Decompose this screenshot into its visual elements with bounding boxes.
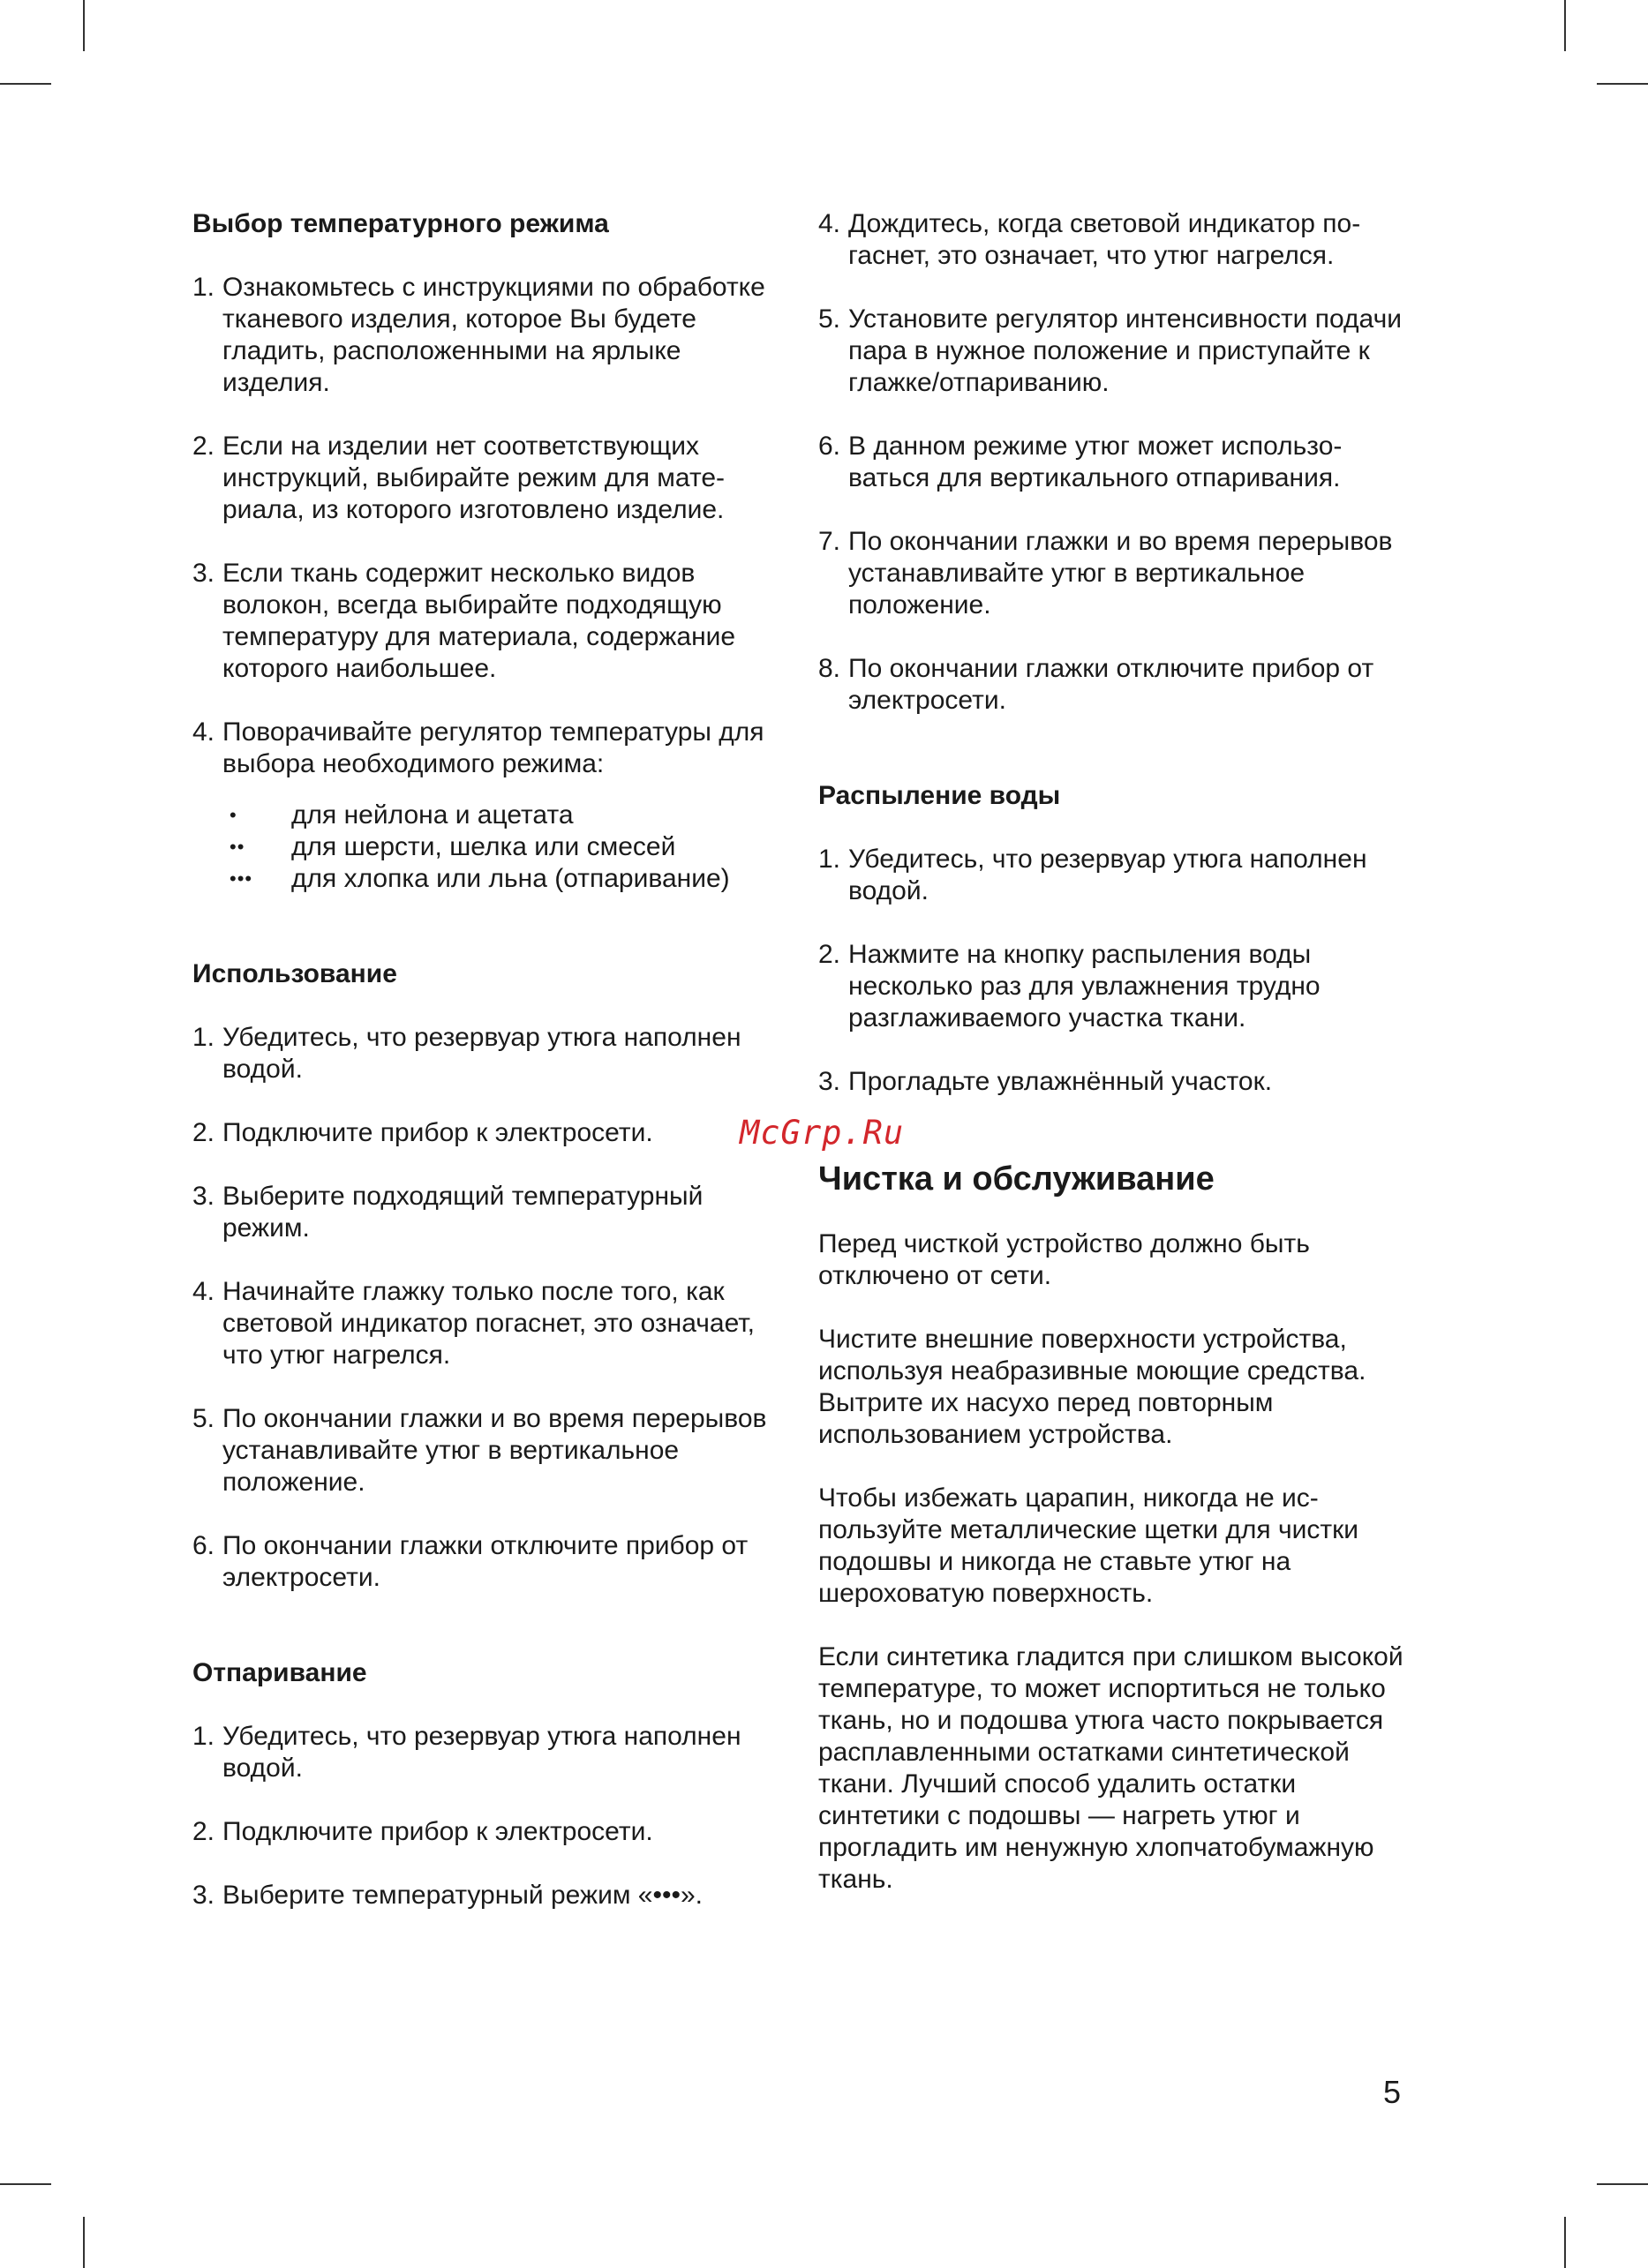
step-text: Убедитесь, что резервуар утюга наполнен водой. [222, 1023, 741, 1084]
list-item [192, 1403, 784, 1498]
page-number: 5 [1383, 2074, 1402, 2110]
step-text: По окончании глажки отключите прибор от электросети. [222, 1531, 749, 1592]
step-number: 4. [192, 1277, 215, 1306]
step-number: 3. [192, 1182, 215, 1211]
usage-steps [192, 1022, 784, 1594]
step-number: 3. [192, 559, 215, 588]
bullet-row [222, 800, 784, 831]
watermark: McGrp.Ru [740, 1114, 905, 1152]
bullet-text: для хлопка или льна (отпаривание) [291, 864, 730, 893]
crop-mark-top-right-h [1597, 83, 1648, 85]
list-item [192, 1880, 784, 1911]
bullet-text: для нейлона и ацетата [291, 800, 574, 830]
step-text: Убедитесь, что резервуар утюга наполнен водой. [848, 845, 1367, 905]
list-item [192, 1530, 784, 1594]
list-item [192, 1117, 784, 1149]
list-item [818, 1066, 1410, 1098]
list-item [818, 939, 1410, 1034]
step-number: 2. [192, 1118, 215, 1147]
list-item [192, 1721, 784, 1784]
cleaning-paragraph: Чистите внешние поверхности устройства, используя неабразивные моющие средства. Вытрите их насухо перед повторным использованием устройства. [818, 1325, 1366, 1449]
step-number: 5. [192, 1404, 215, 1433]
step-number: 1. [192, 1023, 215, 1052]
step-text: Установите регулятор интенсивности подачи пара в нужное положение и приступайте к глажке/отпариванию. [848, 304, 1402, 397]
step-text: Если ткань содержит несколько видов волокон, всегда выбирайте подходящую температуру для материала, содержание которого наибольшее. [222, 559, 736, 683]
list-item [818, 526, 1410, 621]
step-text: Ознакомьтесь с инструкциями по обработке тканевого изделия, которое Вы будете гладить, расположенными на ярлыке изделия. [222, 273, 765, 397]
step-number: 1. [192, 1722, 215, 1751]
list-item [818, 208, 1410, 272]
step-text: Прогладьте увлажнённый участок. [848, 1067, 1273, 1096]
list-item [192, 1276, 784, 1371]
dot-marker-icon: • [230, 804, 237, 826]
step-text: Поворачивайте регулятор температуры для выбора необходимого режима: [222, 717, 764, 778]
crop-mark-bottom-right [1564, 2217, 1566, 2268]
bullet-row [222, 863, 784, 895]
step-number: 7. [818, 527, 841, 556]
step-number: 1. [818, 845, 841, 874]
crop-mark-top-right [1564, 0, 1566, 51]
step-number: 1. [192, 273, 215, 302]
section-heading-cleaning: Чистка и обслуживание [818, 1160, 1215, 1198]
list-item [818, 844, 1410, 907]
step-text: Нажмите на кнопку распыления воды несколько раз для увлажнения трудно разглаживаемого участка ткани. [848, 940, 1321, 1033]
step-text: Начинайте глажку только после того, как световой индикатор погаснет, это означает, что утюг нагрелся. [222, 1277, 756, 1370]
cleaning-paragraph: Чтобы избежать царапин, никогда не используйте металлические щетки для чистки подошвы и никогда не ставьте утюг на шероховатую поверхность. [818, 1483, 1358, 1608]
crop-mark-bottom-left [83, 2217, 85, 2268]
step-text: Убедитесь, что резервуар утюга наполнен водой. [222, 1722, 741, 1783]
list-item [818, 304, 1410, 399]
step-number: 3. [192, 1881, 215, 1910]
list-item [192, 558, 784, 685]
cleaning-paragraph: Перед чисткой устройство должно быть отключено от сети. [818, 1229, 1310, 1290]
step-number: 4. [818, 209, 841, 238]
section-heading-temperature: Выбор температурного режима [192, 209, 609, 238]
water-spray-steps [818, 844, 1410, 1098]
step-number: 2. [192, 432, 215, 461]
step-text: Подключите прибор к электросети. [222, 1118, 653, 1147]
step-number: 6. [818, 432, 841, 461]
step-text: Если на изделии нет соответствующих инструкций, выбирайте режим для материала, из которого изготовлено изделие. [222, 432, 726, 524]
list-item [192, 717, 784, 780]
bullet-text: для шерсти, шелка или смесей [291, 832, 676, 861]
left-column [192, 208, 784, 1943]
step-text: Выберите подходящий температурный режим. [222, 1182, 704, 1243]
bullet-row [222, 831, 784, 863]
cleaning-paragraph: Если синтетика гладится при слишком высокой температуре, то может испортиться не только ткань, но и подошва утюга часто покрывается расплавленными остатками синтетической ткани. Лучший способ удалить остатки синтетики с подошвы — нагреть утюг и прогладить им ненужную хлопчатобумажную ткань. [818, 1642, 1403, 1894]
crop-mark-top-left-h [0, 83, 51, 85]
step-text: По окончании глажки и во время перерывов устанавливайте утюг в вертикальное положение. [222, 1404, 767, 1497]
step-number: 2. [818, 940, 841, 969]
section-heading-water-spray: Распыление воды [818, 781, 1061, 810]
list-item [192, 431, 784, 526]
list-item [192, 1816, 784, 1848]
list-item [192, 1022, 784, 1085]
section-heading-usage: Использование [192, 959, 397, 988]
list-item [192, 272, 784, 399]
dot-marker-icon: ••• [230, 867, 253, 890]
step-number: 4. [192, 717, 215, 747]
steaming-steps [192, 1721, 784, 1911]
temperature-steps [192, 272, 784, 780]
step-text: В данном режиме утюг может использоваться для вертикального отпаривания. [848, 432, 1343, 492]
step-text: По окончании глажки отключите прибор от электросети. [848, 654, 1374, 715]
crop-mark-top-left [83, 0, 85, 51]
step-number: 8. [818, 654, 841, 683]
list-item [818, 431, 1410, 494]
crop-mark-bottom-right-h [1597, 2183, 1648, 2185]
section-heading-steaming: Отпаривание [192, 1658, 367, 1687]
crop-mark-bottom-left-h [0, 2183, 51, 2185]
list-item [192, 1181, 784, 1244]
step-text: Выберите температурный режим «•••». [222, 1881, 703, 1910]
step-text: Дождитесь, когда световой индикатор погаснет, это означает, что утюг нагрелся. [848, 209, 1361, 270]
step-number: 3. [818, 1067, 841, 1096]
steaming-steps-continued [818, 208, 1410, 717]
dot-marker-icon: •• [230, 836, 245, 858]
step-number: 5. [818, 304, 841, 334]
step-number: 2. [192, 1817, 215, 1846]
step-number: 6. [192, 1531, 215, 1560]
step-text: Подключите прибор к электросети. [222, 1817, 653, 1846]
temperature-bullets [222, 800, 784, 895]
right-column [818, 208, 1410, 1927]
list-item [818, 653, 1410, 717]
step-text: По окончании глажки и во время перерывов устанавливайте утюг в вертикальное положение. [848, 527, 1393, 620]
